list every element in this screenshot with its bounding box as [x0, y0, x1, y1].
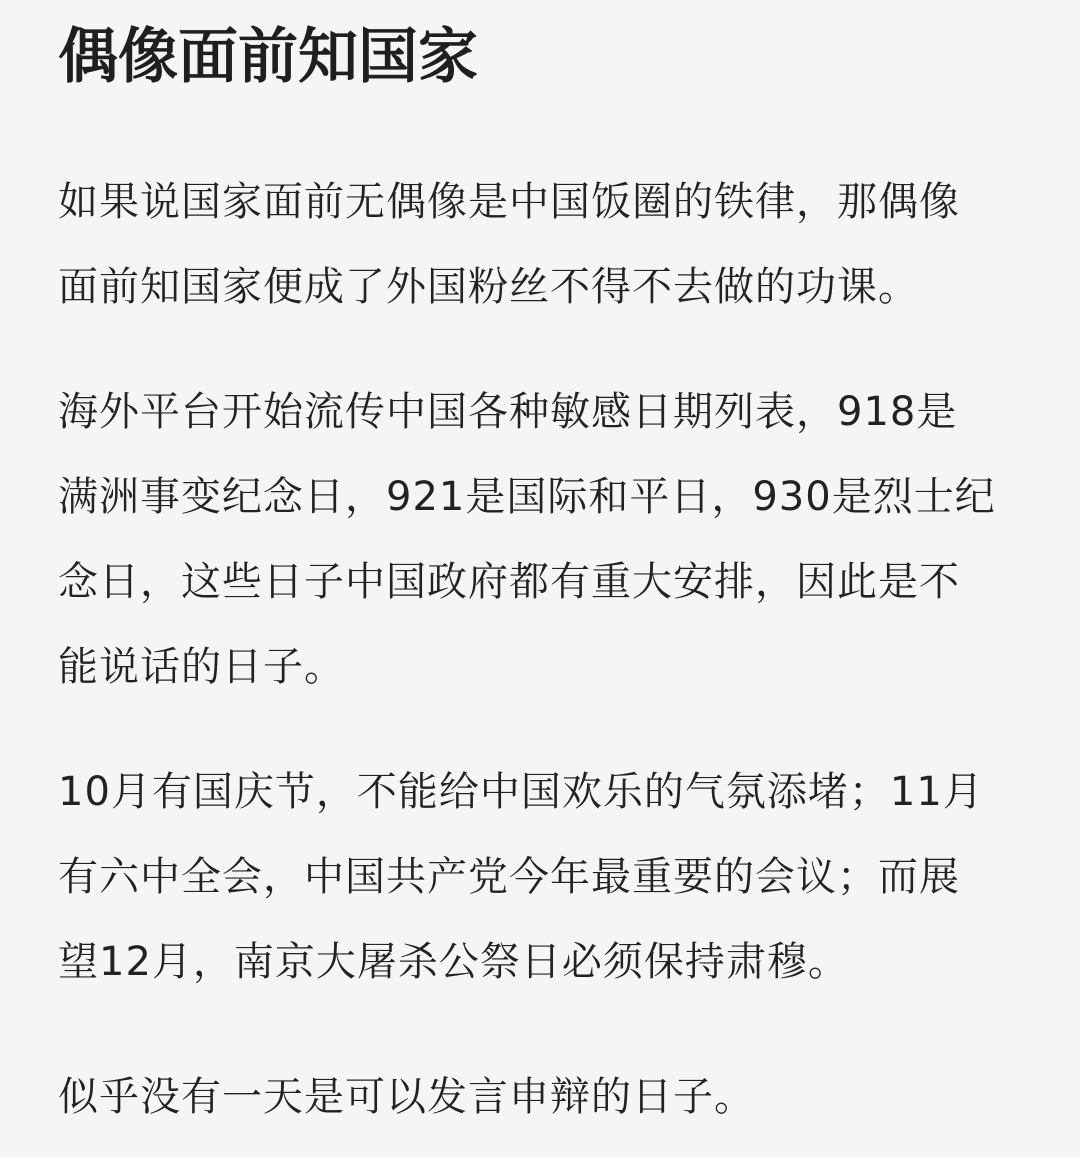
paragraph-line: 念日，这些日子中国政府都有重大安排，因此是不: [58, 559, 960, 605]
paragraph-line: 望12月，南京大屠杀公祭日必须保持肃穆。: [58, 939, 849, 985]
paragraph-line: 面前知国家便成了外国粉丝不得不去做的功课。: [58, 264, 919, 310]
paragraph-line: 能说话的日子。: [58, 644, 345, 690]
paragraph-line: 似乎没有一天是可以发言申辩的日子。: [58, 1074, 755, 1120]
article-title: 偶像面前知国家: [58, 22, 478, 92]
paragraph-2: [58, 370, 1028, 710]
paragraph-line: 有六中全会，中国共产党今年最重要的会议；而展: [58, 854, 960, 900]
paragraph-3: [58, 750, 1028, 1005]
paragraph-line: 10月有国庆节，不能给中国欢乐的气氛添堵；11月: [58, 769, 984, 815]
paragraph-line: 海外平台开始流传中国各种敏感日期列表，918是: [58, 389, 958, 435]
paragraph-line: 满洲事变纪念日，921是国际和平日，930是烈士纪: [58, 474, 996, 520]
paragraph-line: 如果说国家面前无偶像是中国饭圈的铁律，那偶像: [58, 179, 960, 225]
paragraph-1: [58, 160, 1028, 330]
paragraph-4: [58, 1055, 1028, 1140]
